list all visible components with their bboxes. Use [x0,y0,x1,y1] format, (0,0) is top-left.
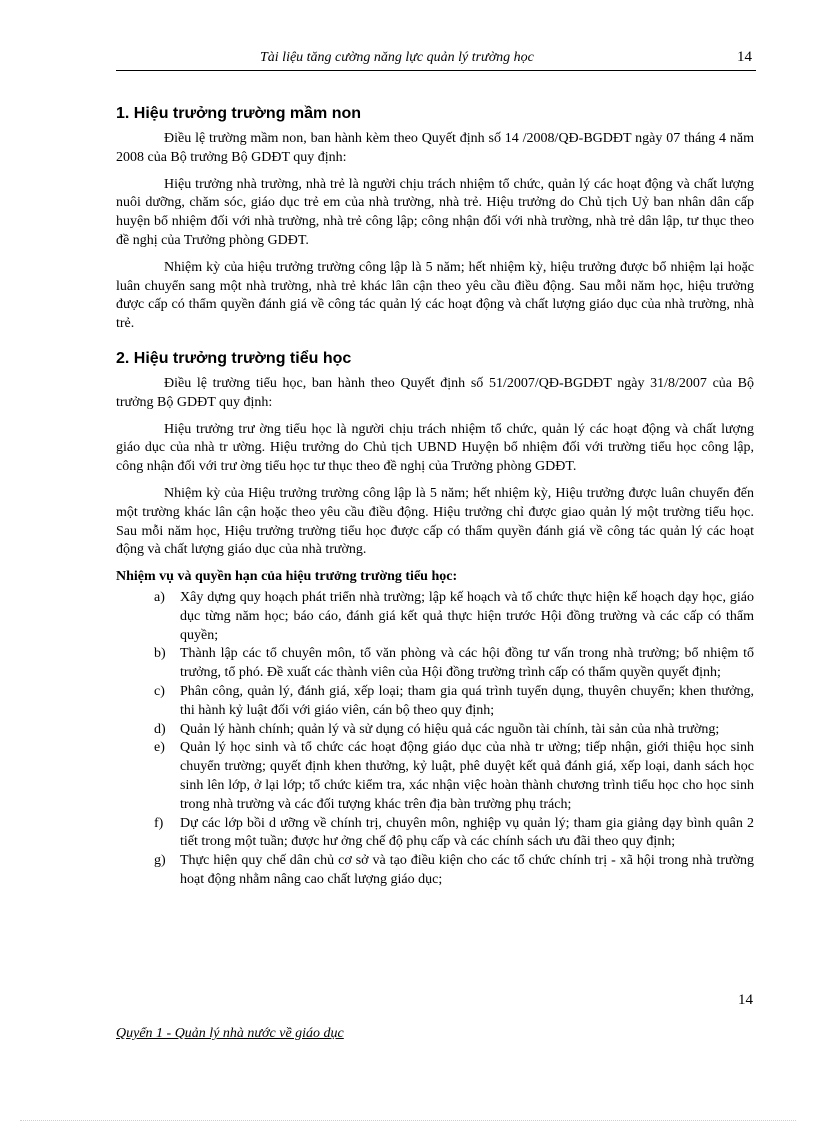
list-item [116,645,754,683]
list-item-text: Quản lý hành chính; quản lý và sử dụng có hiệu quả các nguồn tài chính, tài sản của nhà trường; [180,721,720,737]
section-1-paragraph: Điều lệ trường mầm non, ban hành kèm theo Quyết định số 14 /2008/QĐ-BGDĐT ngày 07 tháng 4 năm 2008 của Bộ trưởng Bộ GDĐT quy định: [116,131,754,165]
list-item-text: Thành lập các tổ chuyên môn, tổ văn phòng và các hội đồng tư vấn trong nhà trường; bổ nhiệm tổ trưởng, tổ phó. Đề xuất các thành viên của Hội đồng trường trình cấp có thẩm quyền quyết định; [180,646,754,681]
section-1-paragraph: Hiệu trưởng nhà trường, nhà trẻ là người chịu trách nhiệm tổ chức, quản lý các hoạt động và chất lượng nuôi dưỡng, chăm sóc, giáo dục trẻ em của nhà trường, nhà trẻ. Hiệu trưởng do Chủ tịch Uỷ ban nhân dân cấp huyện bổ nhiệm đối với nhà trường, nhà trẻ công lập; công nhận đối với nhà trường, nhà trẻ dân lập, tư thục theo đề nghị của Trưởng phòng GDĐT. [116,176,754,248]
list-marker: f) [154,815,164,831]
list-item [116,683,754,721]
duties-heading: Nhiệm vụ và quyền hạn của hiệu trưởng trường tiểu học: [116,569,458,585]
list-item [116,589,754,645]
list-item-text: Quản lý học sinh và tổ chức các hoạt động giáo dục của nhà tr ường; tiếp nhận, giới thiệu học sinh chuyển trường; quyết định khen thưởng, kỷ luật, phê duyệt kết quả đánh giá, xếp loại, danh sách học sinh lên lớp, ở lại lớp; tổ chức kiểm tra, xác nhận việc hoàn thành chương trình tiểu học cho học sinh trong nhà trường và các đối tượng khác trên địa bàn trường phụ trách; [180,740,754,812]
list-marker: g) [154,853,166,869]
page-content [116,103,754,890]
section-1-heading: 1. Hiệu trưởng trường mầm non [116,105,362,122]
list-marker: e) [154,740,165,756]
page-header [116,48,756,71]
list-item [116,852,754,890]
duties-list [116,589,754,890]
section-2-paragraph: Hiệu trưởng trư ờng tiểu học là người chịu trách nhiệm tổ chức, quản lý các hoạt động và chất lượng giáo dục của nhà tr ường. Hiệu trưởng do Chủ tịch UBND Huyện bổ nhiệm đối với trường tiểu học công lập, công nhận đối với trư ờng tiểu học tư thục theo đề nghị của Trưởng phòng GDĐT. [116,421,754,475]
list-marker: d) [154,721,166,737]
list-item-text: Thực hiện quy chế dân chủ cơ sở và tạo điều kiện cho các tổ chức chính trị - xã hội trong nhà trường hoạt động nhằm nâng cao chất lượng giáo dục; [180,853,754,887]
page-bottom-divider [20,1120,796,1121]
section-2-paragraph: Điều lệ trường tiểu học, ban hành theo Quyết định số 51/2007/QĐ-BGDĐT ngày 31/8/2007 của Bộ trưởng Bộ GDĐT quy định: [116,375,754,410]
header-title: Tài liệu tăng cường năng lực quản lý trường học [260,50,534,65]
header-page-number: 14 [737,49,752,65]
list-marker: c) [154,683,165,699]
section-2-heading: 2. Hiệu trưởng trường tiểu học [116,349,352,367]
footer-page-number: 14 [738,992,753,1008]
list-marker: a) [154,589,165,605]
list-item [116,739,754,814]
section-2-paragraph: Nhiệm kỳ của Hiệu trưởng trường công lập là 5 năm; hết nhiệm kỳ, Hiệu trưởng được luân chuyển đến một trường khác lân cận hoặc theo yêu cầu điều động. Hiệu trưởng chỉ được giao quản lý một trường tiểu học. Sau mỗi năm học, Hiệu trưởng trường tiểu học được cấp có thẩm quyền đánh giá về công tác quản lý các hoạt động và chất lượng giáo dục của nhà trường. [116,485,754,558]
list-item-text: Phân công, quản lý, đánh giá, xếp loại; tham gia quá trình tuyển dụng, thuyên chuyển; khen thưởng, thi hành kỷ luật đối với giáo viên, cán bộ theo quy định; [180,683,754,718]
list-item [116,815,754,853]
footer-book-title: Quyển 1 - Quản lý nhà nước về giáo dục [116,1026,344,1041]
list-marker: b) [154,646,166,662]
section-1-paragraph: Nhiệm kỳ của hiệu trưởng trường công lập là 5 năm; hết nhiệm kỳ, hiệu trưởng được bổ nhiệm lại hoặc luân chuyển sang một nhà trường, nhà trẻ khác lân cận theo yêu cầu điều động. Sau mỗi năm học, hiệu trưởng được cấp có thẩm quyền đánh giá về công tác quản lý các hoạt động và chất lượng giáo dục của nhà trường, nhà trẻ. [116,259,754,332]
list-item [116,721,754,740]
list-item-text: Dự các lớp bồi d ưỡng về chính trị, chuyên môn, nghiệp vụ quản lý; tham gia giảng dạy bình quân 2 tiết trong một tuần; được hư ởng chế độ phụ cấp và các chính sách ưu đãi theo quy định; [180,815,754,850]
list-item-text: Xây dựng quy hoạch phát triển nhà trường; lập kế hoạch và tổ chức thực hiện kế hoạch dạy học, giáo dục từng năm học; báo cáo, đánh giá kết quả thực hiện trước Hội đồng trường và các cấp có thẩm quyền; [180,589,754,643]
